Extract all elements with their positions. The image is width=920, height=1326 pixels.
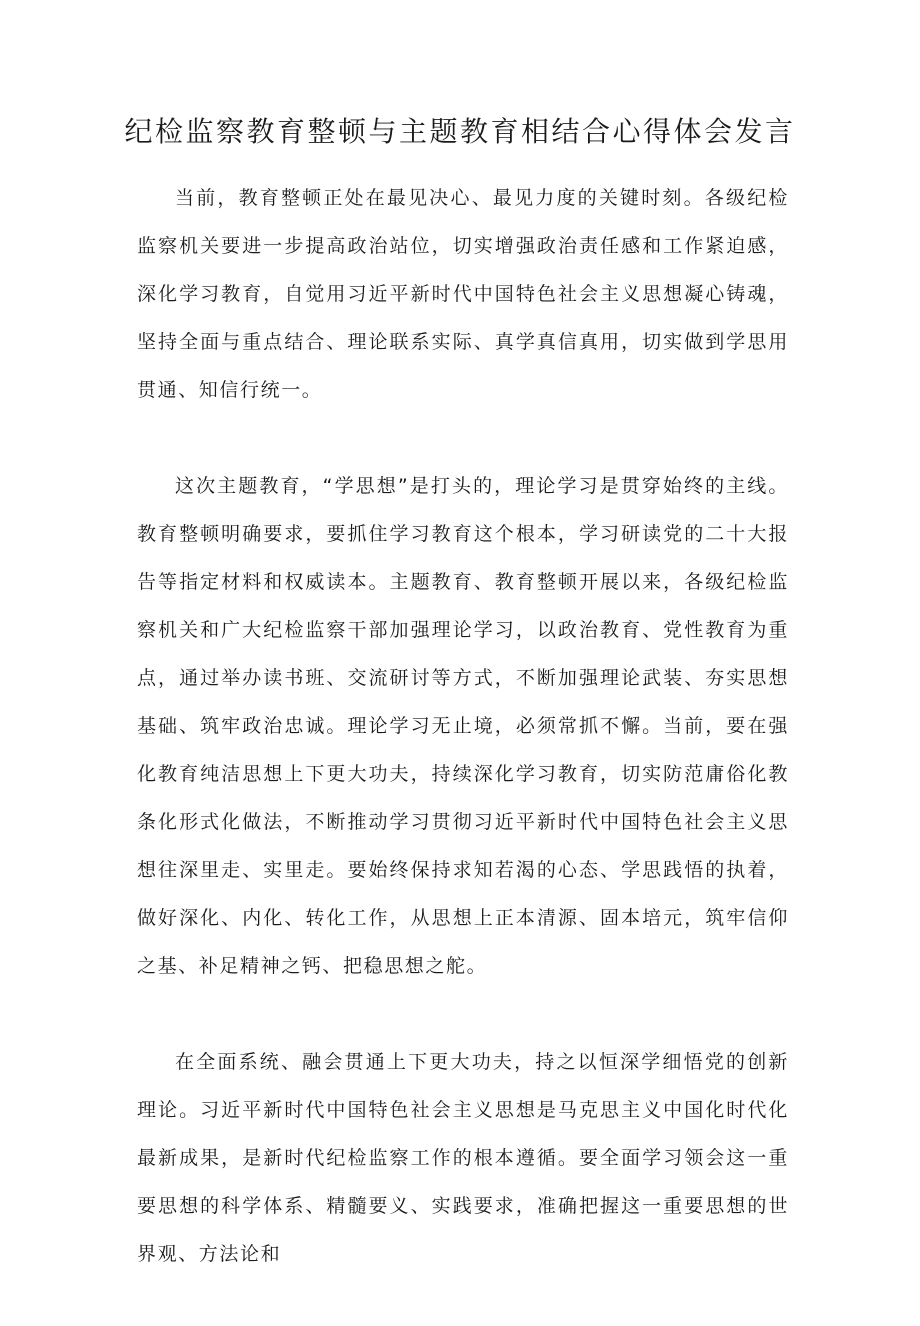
paragraph-2: 这次主题教育，“学思想”是打头的，理论学习是贯穿始终的主线。教育整顿明确要求，要抓住学习教育这个根本，学习研读党的二十大报告等指定材料和权威读本。主题教育、教育整顿开展以来，各级纪检监察机关和广大纪检监察干部加强理论学习，以政治教育、党性教育为重点，通过举办读书班、交流研讨等方式，不断加强理论武装、夯实思想基础、筑牢政治忠诚。理论学习无止境，必须常抓不懈。当前，要在强化教育纯洁思想上下更大功夫，持续深化学习教育，切实防范庸俗化教条化形式化做法，不断推动学习贯彻习近平新时代中国特色社会主义思想往深里走、实里走。要始终保持求知若渴的心态、学思践悟的执着，做好深化、内化、转化工作，从思想上正本清源、固本培元，筑牢信仰之基、补足精神之钙、把稳思想之舵。 (137, 475, 789, 977)
document-body (137, 174, 789, 1326)
document-title: 纪检监察教育整顿与主题教育相结合心得体会发言 (124, 115, 796, 148)
paragraph-3: 在全面系统、融会贯通上下更大功夫，持之以恒深学细悟党的创新理论。习近平新时代中国特色社会主义思想是马克思主义中国化时代化最新成果，是新时代纪检监察工作的根本遵循。要全面学习领会这一重要思想的科学体系、精髓要义、实践要求，准确把握这一重要思想的世界观、方法论和 (137, 1051, 789, 1265)
paragraph-1: 当前，教育整顿正处在最见决心、最见力度的关键时刻。各级纪检监察机关要进一步提高政治站位，切实增强政治责任感和工作紧迫感，深化学习教育，自觉用习近平新时代中国特色社会主义思想凝心铸魂，坚持全面与重点结合、理论联系实际、真学真信真用，切实做到学思用贯通、知信行统一。 (137, 187, 789, 401)
